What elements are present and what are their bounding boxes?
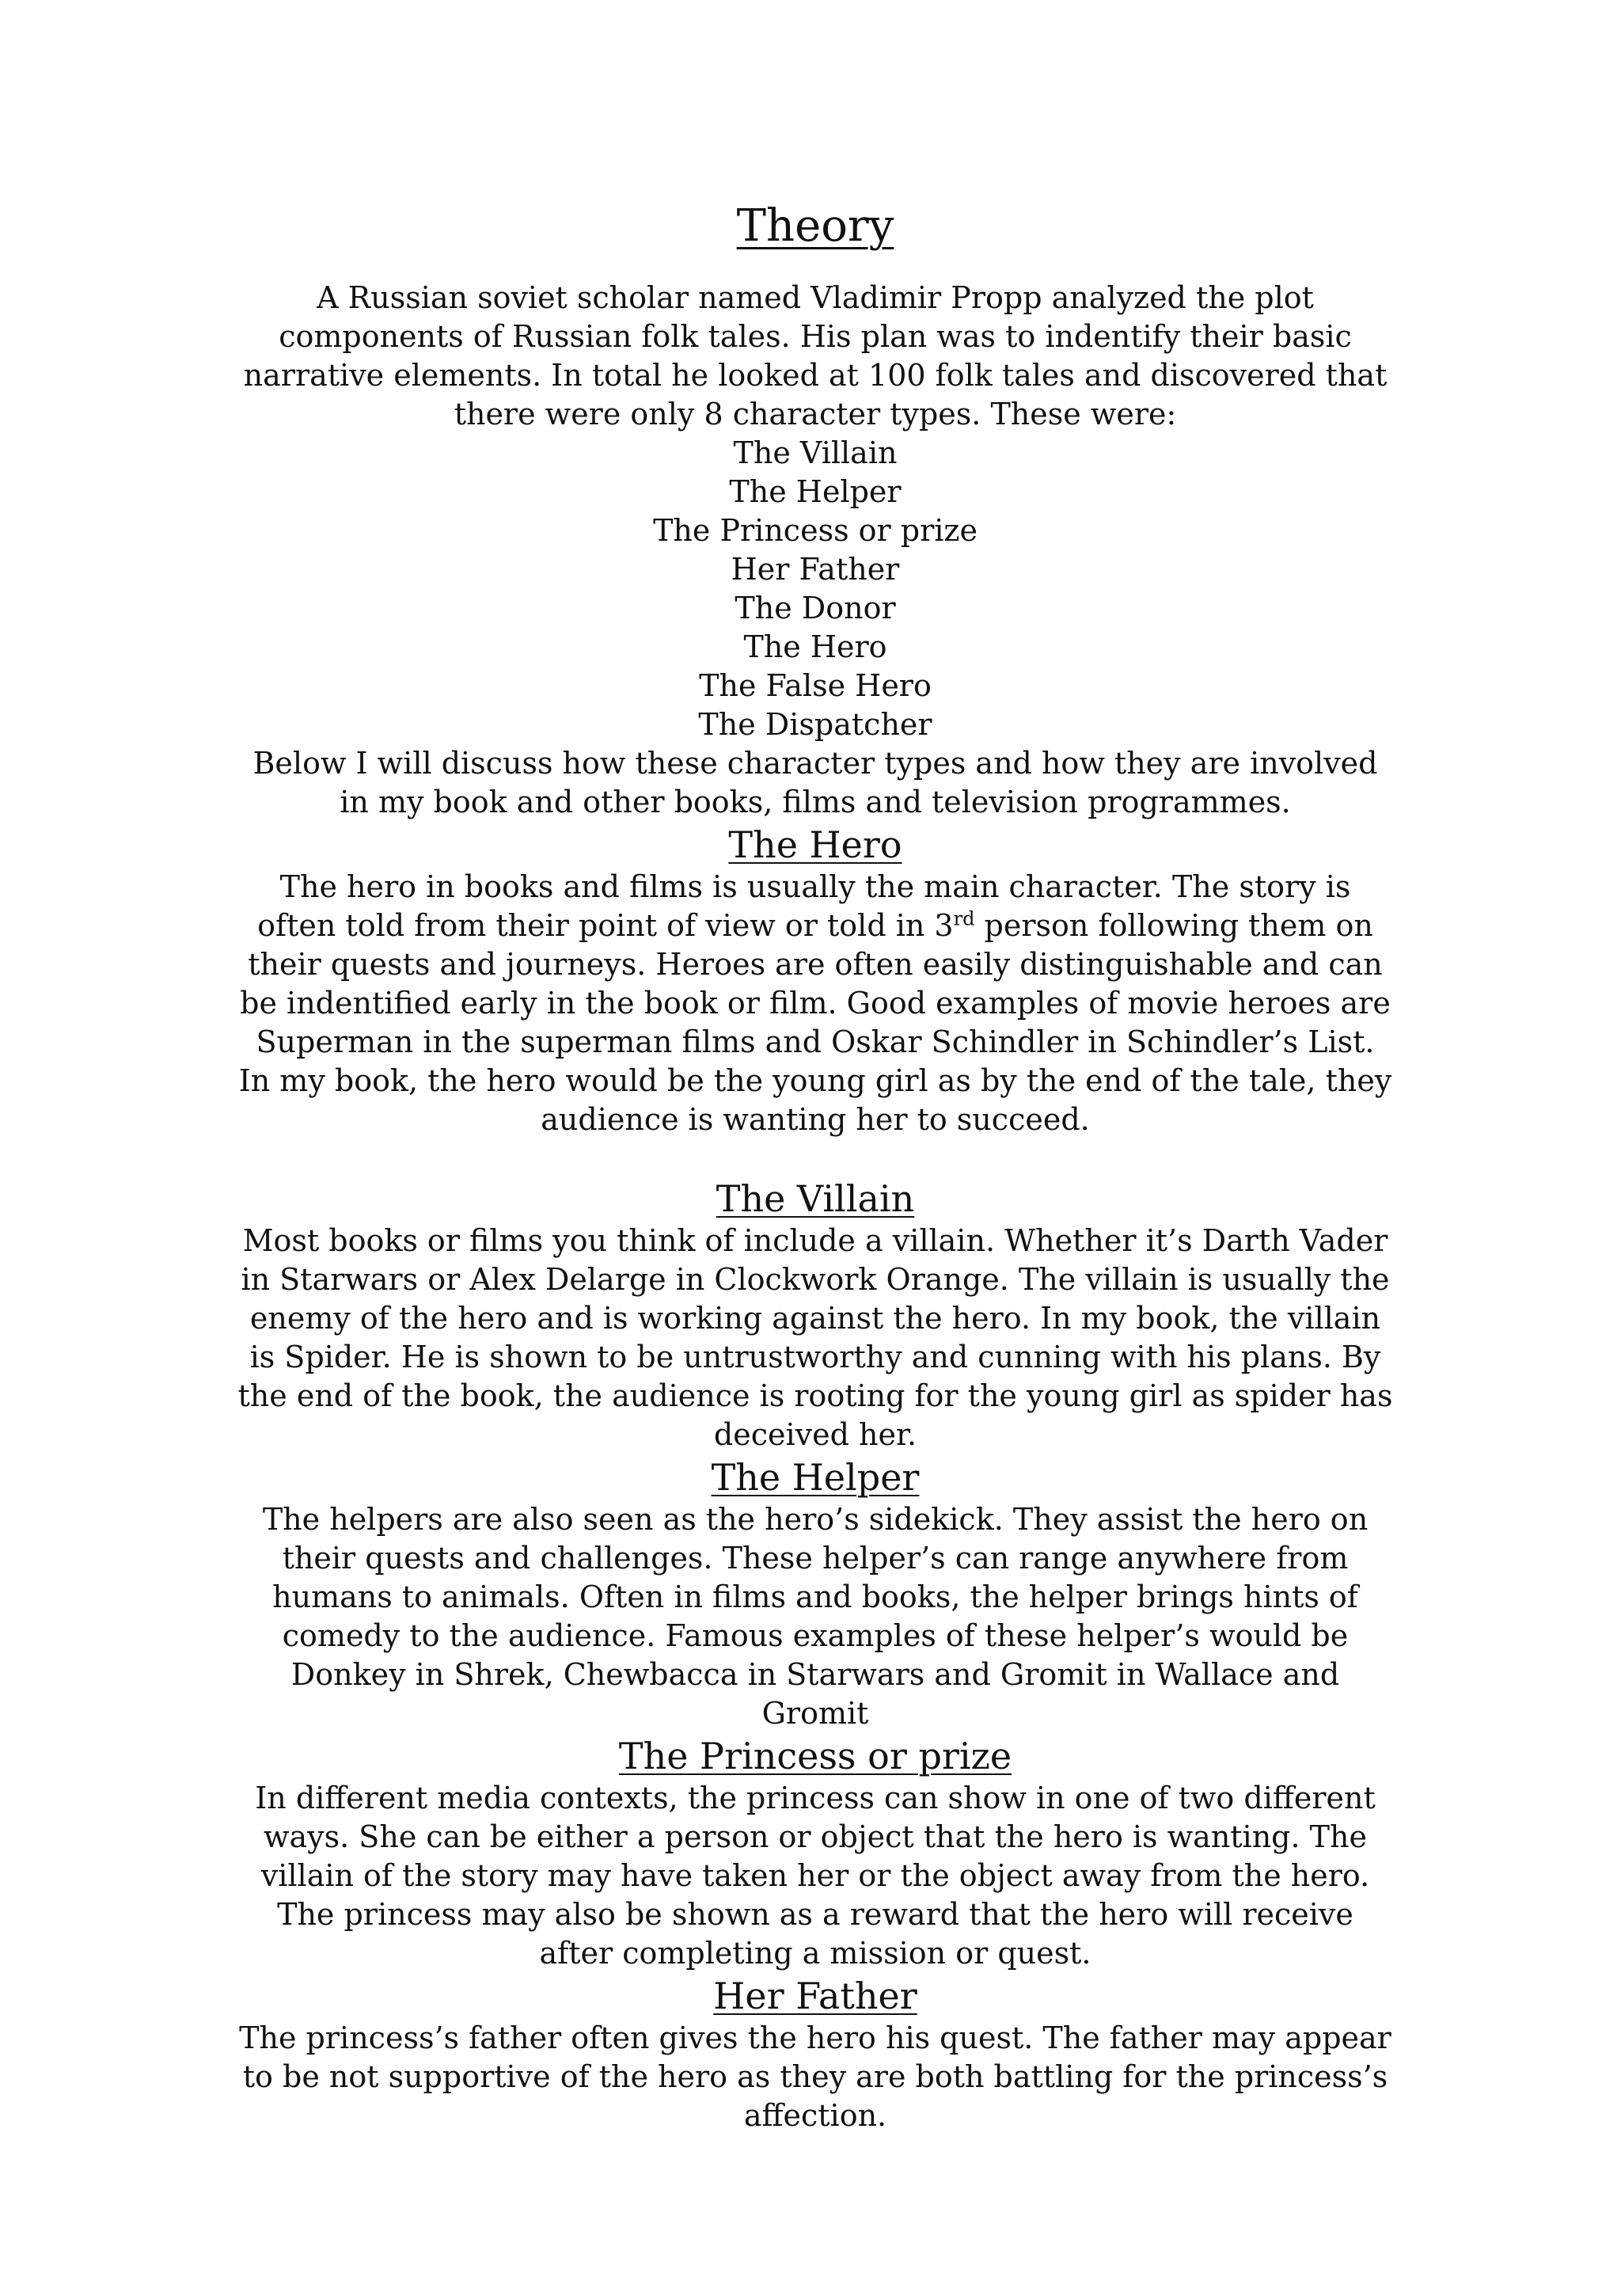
section-heading-villain: The Villain (716, 1177, 915, 1220)
document-page (237, 198, 1393, 2135)
list-item: The Villain (733, 435, 898, 470)
section-body-helper: The helpers are also seen as the hero’s sidekick. They assist the hero on their quests and challenges. These helper’s can range anywhere from humans to animals. Often in films and books, the helper brings hints of comedy to the audience. Famous examples of these helper’s would be Donkey in Shrek, Chewbacca in Starwars and Gromit in Wallace and Gromit (262, 1502, 1369, 1731)
list-item: The False Hero (699, 668, 932, 703)
section-heading-father: Her Father (713, 1975, 917, 2017)
section-body-princess: In different media contexts, the princess can show in one of two different ways. She can be either a person or object that the hero is wanting. The villain of the story may have taken her or the object away from the hero. The princess may also be shown as a reward that the hero will receive after completing a mission or quest. (255, 1781, 1376, 1971)
hero-text-part-2: person following them on their quests and journeys. Heroes are often easily distinguishable and can be indentified early in the book or film. Good examples of movie heroes are Superman in the superman films and Oskar Schindler in Schindler’s List. In my book, the hero would be the young girl as by the end of the tale, they audience is wanting her to succeed. (238, 908, 1392, 1137)
list-item: The Princess or prize (653, 513, 978, 548)
list-item: Her Father (731, 552, 900, 587)
section-heading-helper: The Helper (711, 1456, 920, 1499)
list-item: The Hero (743, 629, 887, 664)
intro-paragraph: A Russian soviet scholar named Vladimir Propp analyzed the plot components of Russian folk tales. His plan was to indentify their basic narrative elements. In total he looked at 100 folk tales and discovered that there were only 8 character types. These were: (243, 280, 1388, 431)
list-item: The Donor (735, 591, 896, 625)
section-heading-princess: The Princess or prize (618, 1735, 1012, 1777)
character-types-list (237, 434, 1393, 744)
closing-paragraph: Below I will discuss how these character types and how they are involved in my book and other books, films and television programmes. (252, 746, 1378, 819)
ordinal-suffix: rd (953, 907, 975, 930)
hero-text-part-1: The hero in books and films is usually the main character. The story is often told from their point of view or told in 3 (257, 869, 1351, 943)
section-body-villain: Most books or films you think of include a villain. Whether it’s Darth Vader in Starwars or Alex Delarge in Clockwork Orange. The villain is usually the enemy of the hero and is working against the hero. In my book, the villain is Spider. He is shown to be untrustworthy and cunning with his plans. By the end of the book, the audience is rooting for the young girl as spider has deceived her. (237, 1223, 1393, 1452)
section-heading-hero: The Hero (728, 823, 902, 866)
list-item: The Dispatcher (698, 707, 932, 742)
section-body-father: The princess’s father often gives the hero his quest. The father may appear to be not supportive of the hero as they are both battling for the princess’s affection. (239, 2020, 1391, 2133)
page-title: Theory (736, 200, 894, 252)
section-body-hero (237, 868, 1393, 1139)
spacer (237, 1139, 1393, 1176)
list-item: The Helper (729, 474, 902, 509)
